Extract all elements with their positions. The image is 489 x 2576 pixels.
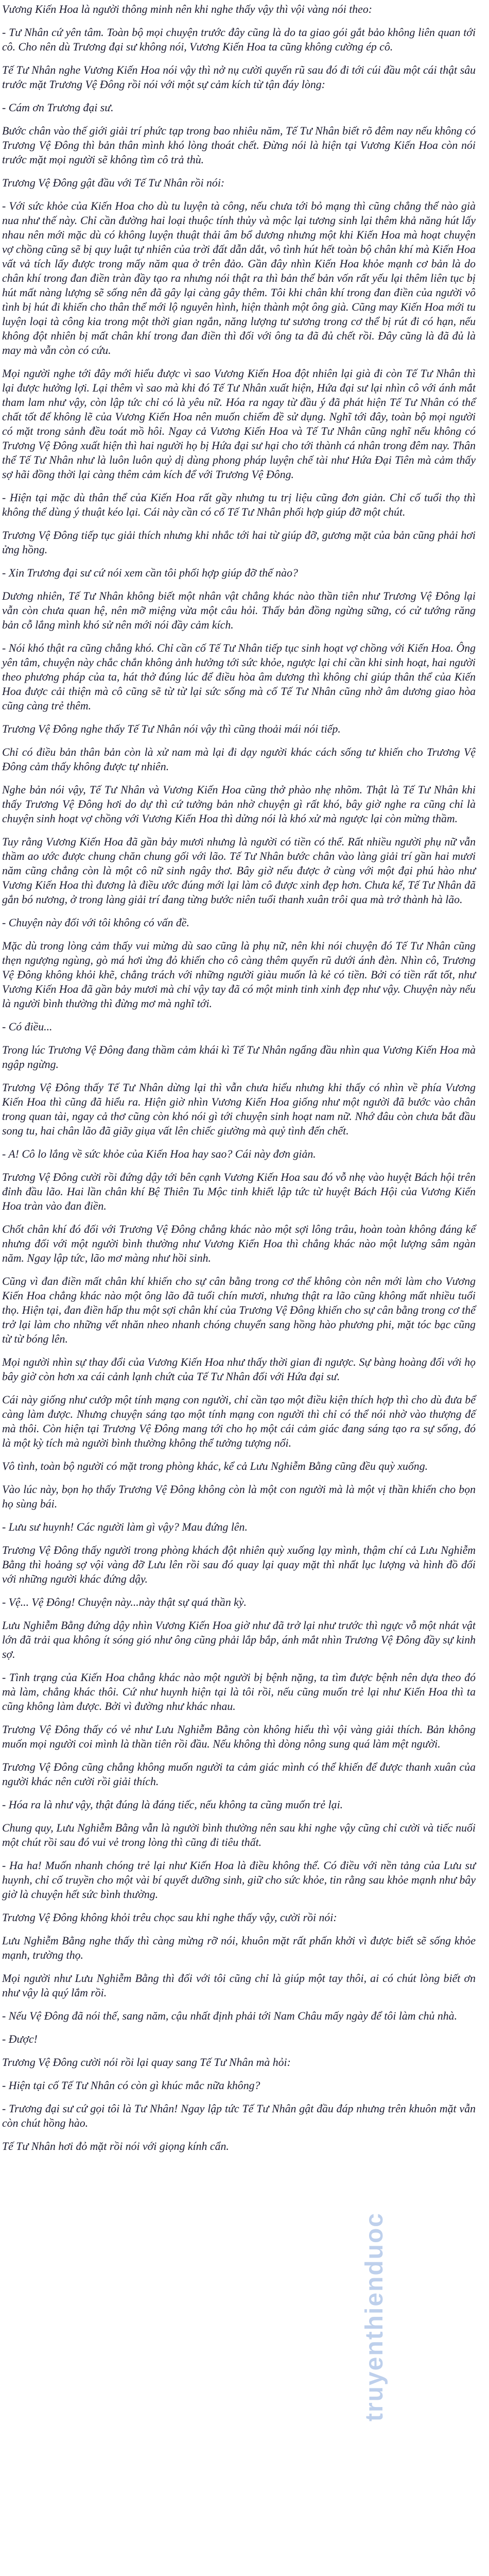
story-paragraph: - Chuyện này đối với tôi không có vấn đề. [2, 917, 189, 929]
story-paragraph: - A! Cô lo lắng về sức khỏe của Kiến Hoa hay sao? Cái này đơn giản. [2, 1148, 316, 1160]
story-paragraph: Lưu Nghiễm Bằng nghe thấy thì càng mừng rỡ nói, khuôn mặt rất phấn khởi vì được biết sẽ sống khỏe mạnh, trường thọ. [2, 1935, 476, 1961]
story-paragraph: Trương Vệ Đông cười rồi đứng dậy tới bên cạnh Vương Kiến Hoa sau đó vỗ nhẹ vào huyệt Bách hội trên đỉnh đầu lão. Hai lần chân khí Bệ Thiên Tu Mộc tinh khiết lập tức từ huyệt Bách Hội của Vương Kiến Hoa tràn vào đan điền. [2, 1171, 476, 1212]
story-paragraph: Trương Vệ Đông thấy người trong phòng khách đột nhiên quỳ xuống lạy mình, thậm chí cả Lưu Nghiễm Bằng thì hoảng sợ vội vàng đỡ Lưu lên rồi sau đó quay lại quay mặt thì nhất lục lượng và hình đồ đối với những người khác đứng dậy. [2, 1544, 476, 1585]
story-paragraph: - Nói khó thật ra cũng chẳng khó. Chỉ cần cố Tế Tư Nhân tiếp tục sinh hoạt vợ chồng với Kiến Hoa. Ông yên tâm, chuyện này chắc chắn không ảnh hưởng tới sức khỏe, ngược lại chỉ cần khi sinh hoạt, hai người theo phương pháp của ta, hát thở đúng lúc để điều hòa âm dương thì không chỉ giúp thân thể của Kiến Hoa được cải thiện mà cô cũng sẽ từ từ lại sức sống mà cố Tế Tư Nhân cũng nhờ âm dương giao hòa cũng càng trẻ thêm. [2, 642, 476, 712]
story-paragraph: - Tư Nhân cứ yên tâm. Toàn bộ mọi chuyện trước đây cũng là do ta giao gói gắt bảo không liên quan tới cô. Cho nên dù Trương đại sư không nói, Vương Kiến Hoa ta cũng không cường ép cô. [2, 26, 476, 53]
story-paragraph: Trương Vệ Đông cũng chẳng không muốn người ta cảm giác mình có thể khiến để được thanh xuân của người khác nên cười rồi giải thích. [2, 1761, 476, 1788]
story-paragraph: Dương nhiên, Tế Tư Nhân không biết một nhân vật chẳng khác nào thần tiên như Trương Vệ Đông lại vẫn còn chưa quan hệ, nên mỡ miệng vừa một câu hỏi. Thấy bản đồng ngừng sững, có cử tướng răng bản cỗ lắng mình khó sử nên mới nói đầy cảm kích. [2, 590, 476, 631]
story-paragraph: Trương Vệ Đông gật đầu với Tế Tư Nhân rồi nói: [2, 177, 225, 189]
story-paragraph: Vô tình, toàn bộ người có mặt trong phòng khác, kể cả Lưu Nghiễm Bằng cũng đều quỳ xuống. [2, 1460, 428, 1472]
story-paragraph: - Lưu sư huynh! Các người làm gì vậy? Mau đứng lên. [2, 1521, 248, 1533]
story-paragraph: Chỉ có điều bản thân bản còn là xử nam mà lại đi dạy người khác cách sống tư khiến cho Trương Vệ Đông cảm thấy không được tự nhiên. [2, 746, 476, 773]
story-paragraph: Cũng vì đan điền mất chân khí khiến cho sự cân bằng trong cơ thể không còn nên mới làm cho Vương Kiến Hoa chẳng khác nào một ông lão đã tuổi chín mươi, nhưng thật ra lão cũng không mất nhiều tuổi thọ. Hiện tại, đan điền hấp thu một sợi chân khí của Trương Vệ Đông khiến cho sự cân bằng trong cơ thể trở lại làm cho những vết nhăn nheo nhanh chóng chuyển sang hồng hào phương phi, mặt tóc bạc cũng từ từ bóng lên. [2, 1275, 476, 1345]
story-paragraph: Vào lúc này, bọn họ thấy Trương Vệ Đông không còn là một con người mà là một vị thần khiến cho bọn họ sùng bái. [2, 1483, 476, 1510]
story-paragraph: - Hiện tại mặc dù thân thể của Kiến Hoa rất gầy nhưng tu trị liệu cũng đơn giản. Chỉ cố tuổi thọ thì không thể dùng ý thuật kéo lại. Cái này cần có cố Tế Tư Nhân phối hợp giúp đỡ một chút. [2, 492, 476, 518]
story-paragraph: - Ha ha! Muốn nhanh chóng trẻ lại như Kiến Hoa là điều không thể. Có điều với nền tảng của Lưu sư huynh, chỉ cố truyền cho một vài bí quyết dưỡng sinh, giữ cho sức khỏe, tin rằng sau khỏe mạnh như bây giờ là chuyện hết sức bình thường. [2, 1859, 476, 1901]
story-paragraph: Trương Vệ Đông nghe thấy Tế Tư Nhân nói vậy thì cũng thoải mái nói tiếp. [2, 723, 341, 735]
story-paragraph: Cái này giống như cướp một tính mạng con người, chỉ cần tạo một điều kiện thích hợp thì cho dù đưa bể càng làm được. Nhưng chuyện sáng tạo một tính mạng con người thì chỉ có thể nói nhờ vào thượng đế mà thôi. Còn hiện tại Trương Vệ Đông mang tới cho họ một cái cảm giác đang sáng tạo ra sự sống, đó là một kỳ tích mà người bình thường không thể tưởng tượng nổi. [2, 1394, 476, 1449]
story-paragraph: Mặc dù trong lòng cảm thấy vui mừng dù sao cũng là phụ nữ, nên khi nói chuyện đó Tế Tư Nhân cũng thẹn ngượng ngùng, gò má hơi ửng đỏ khiến cho cô càng thêm quyến rũ dưới ánh đèn. Nhìn cô, Trương Vệ Đông không khỏi khẽ, chẳng trách với những người giàu muốn là kẻ có tiền. Bởi có tiền rất tốt, như Vương Kiến Hoa đã gần bảy mươi mà chỉ vậy tay đã có một minh tinh xinh đẹp như vậy. Chuyện này nếu là người bình thường thì đừng mơ mà nghĩ tới. [2, 940, 476, 1010]
story-paragraph: Trương Vệ Đông không khỏi trêu chọc sau khi nghe thấy vậy, cười rồi nói: [2, 1911, 337, 1924]
story-paragraph: - Được! [2, 2033, 38, 2045]
story-paragraph: Lưu Nghiễm Bằng đứng dậy nhìn Vương Kiến Hoa giờ như đã trở lại như trước thì ngực vỗ một nhát vật lớn đã trải qua không ít sóng gió như ông cũng phải lắp bắp, ánh mắt nhìn Trương Vệ Đông đầy sự kinh sợ. [2, 1619, 476, 1660]
story-paragraph: Chốt chân khí đó đối với Trương Vệ Đông chẳng khác nào một sợi lông trâu, hoàn toàn không đáng kể nhưng đối với một người bình thường như Vương Kiến Hoa thì chẳng khác nào một lượng sâm ngàn năm. Ngay lập tức, lão mơ màng như hồi sinh. [2, 1223, 476, 1264]
story-paragraph: Vương Kiến Hoa là người thông minh nên khi nghe thấy vậy thì vội vàng nói theo: [2, 3, 372, 15]
story-paragraph: Tế Tư Nhân hơi đỏ mặt rồi nói với giọng kính cẩn. [2, 2140, 229, 2153]
story-paragraph: - Nếu Vệ Đông đã nói thế, sang năm, cậu nhất định phải tới Nam Châu mấy ngày để tôi làm chủ nhà. [2, 2010, 458, 2022]
story-paragraph: - Vệ... Vệ Đông! Chuyện này...này thật sự quá thần kỳ. [2, 1596, 247, 1608]
story-text [2, 2, 476, 2162]
story-paragraph: - Hiện tại cố Tế Tư Nhân có còn gì khúc mắc nữa không? [2, 2079, 260, 2092]
story-paragraph: Mọi người nhìn sự thay đổi của Vương Kiến Hoa như thấy thời gian đi ngược. Sự bàng hoàng đối với họ bây giờ còn hơn xa cái cảnh lạnh chứt của Tế Tư Nhân đối với Hứa đại sư. [2, 1356, 476, 1383]
story-paragraph: Mọi người nghe tới đây mới hiểu được vì sao Vương Kiến Hoa đột nhiên lại già đi còn Tế Tư Nhân thì lại được hưởng lợi. Lại thêm vì sao mà khi đó Tế Tư Nhân xuất hiện, Hứa đại sư lại nhìn cô với ánh mắt tham lam như vậy, còn lập tức chỉ có là yêu nữ. Hóa ra ngay từ đầu ý đã phát hiện Tế Tư Nhân có thể chất tốt để không lẽ của Vương Kiến Hoa nên muốn chiếm đề sử dụng. Nghĩ tới đây, toàn bộ mọi người có mặt trong sảnh đều toát mồ hôi. Ngay cả Vương Kiến Hoa và Tế Tư Nhân cũng nghĩ nếu không có Trương Vệ Đông xuất hiện thì hai người họ bị Hứa đại sư hại cho tới thành cá nhân trong đêm nay. Thân thể Tế Tư Nhân như là luôn luôn quỷ dị dùng phong pháp luyện chế tài như Hứa Đại Tiên mà cảm thấy sợ hãi đồng thời lại càng thêm cảm kích để với Trương Vệ Đông. [2, 367, 476, 481]
story-paragraph: Chung quy, Lưu Nghiễm Bằng vẫn là người bình thường nên sau khi nghe vậy cũng chỉ cười và tiếc nuối một chút rồi sau đó vui vẻ trong lòng thì cũng đi tiêu thất. [2, 1822, 476, 1849]
story-paragraph: - Xin Trương đại sư cứ nói xem cần tôi phối hợp giúp đỡ thế nào? [2, 567, 298, 579]
story-paragraph: Bước chân vào thế giới giải trí phức tạp trong bao nhiêu năm, Tế Tư Nhân biết rõ đêm nay nếu không có Trương Vệ Đông thì bản thân mình khó lòng thoát chết. Đừng nói là hiện tại Vương Kiến Hoa còn nói trước mặt mọi người sẽ không tìm cô trả thù. [2, 125, 476, 166]
story-paragraph: Trương Vệ Đông thấy có vẻ như Lưu Nghiễm Bằng còn không hiểu thì vội vàng giải thích. Bản không muốn mọi người coi mình là thần tiên rồi đầu. Nếu không thì dòng nông sung quá làm mệt người. [2, 1723, 476, 1750]
story-paragraph: - Cám ơn Trương đại sư. [2, 101, 114, 114]
story-paragraph: Tuy rằng Vương Kiến Hoa đã gần bảy mươi nhưng là người có tiền có thế. Rất nhiều người phụ nữ vẫn thầm ao ước được chung chăn chung gối với lão. Tế Tư Nhân bước chân vào làng giải trí gần hai mươi năm cũng chẳng còn là một cô nữ sinh ngây thơ. Bây giờ nếu được ở cùng với một đại phú hào như Vương Kiến Hoa thì đương là điều ước đúng mới lại làm cô được xinh đẹp hơn. Chưa kể, Tế Tư Nhân đã gắn bó nương, ở trong làng giải trí đang từng bước niên tuổi thanh xuân trôi qua mà trở thành hà lão. [2, 836, 476, 906]
story-paragraph: - Tình trạng của Kiến Hoa chẳng khác nào một người bị bệnh nặng, ta tìm được bệnh nên dựa theo đó mà làm, chẳng khác thôi. Cứ như huynh hiện tại là tôi rồi, nếu cũng muốn trẻ lại như Kiến Hoa thì ta cũng không làm được. Bởi vì đường như khác nhau. [2, 1671, 476, 1713]
site-watermark: truyenthienduoc [361, 2212, 388, 2421]
story-paragraph: Trong lúc Trương Vệ Đông đang thầm cảm khái kì Tế Tư Nhân ngẩng đầu nhìn qua Vương Kiến Hoa mà ngập ngừng. [2, 1044, 476, 1071]
story-paragraph: - Trương đại sư cứ gọi tôi là Tư Nhân! Ngay lập tức Tế Tư Nhân gật đầu đáp nhưng trên khuôn mặt vẫn còn chút hồng hào. [2, 2103, 476, 2129]
story-paragraph: Trương Vệ Đông thấy Tế Tư Nhân dừng lại thì vẫn chưa hiểu nhưng khi thấy có nhìn về phía Vương Kiến Hoa thì cũng đã hiểu ra. Hiện giờ nhìn Vương Kiến Hoa giống như một người đã bước vào chân trong quan tài, ngay cả thơ cũng còn khó nói gì tới chuyện sinh hoạt nam nữ. Nhớ đâu còn chưa bắt đầu song tu, hai chân lão đã giãy giụa vất lên chiếc giường mà quỷ tình đến chết. [2, 1081, 476, 1137]
story-paragraph: Mọi người như Lưu Nghiễm Bằng thì đối với tôi cũng chỉ là giúp một tay thôi, ai có chút lòng biết ơn như vậy là quý lắm rồi. [2, 1972, 476, 1999]
story-paragraph: - Hóa ra là như vậy, thật đúng là đáng tiếc, nếu không ta cũng muốn trẻ lại. [2, 1799, 343, 1811]
story-paragraph: Tế Tư Nhân nghe Vương Kiến Hoa nói vậy thì nở nụ cười quyến rũ sau đó đi tới cúi đầu một cái thật sâu trước mặt Trương Vệ Đông rồi nói với một sự cảm kích từ tận đáy lòng: [2, 64, 476, 91]
story-paragraph: Trương Vệ Đông tiếp tục giải thích nhưng khi nhắc tới hai từ giúp đỡ, gương mặt của bản cũng phải hơi ửng hồng. [2, 529, 476, 556]
story-paragraph: Nghe bản nói vậy, Tế Tư Nhân và Vương Kiến Hoa cũng thở phào nhẹ nhõm. Thật là Tế Tư Nhân khi thấy Trương Vệ Đông hơi do dự thì cứ tưởng bản nhờ chuyện gì rất khó, bây giờ nghe ra cũng chỉ là chuyện sinh hoạt vợ chồng với Vương Kiến Hoa thì dửng nói là khó xử mà ngược lại còn mừng thầm. [2, 784, 476, 825]
story-paragraph: - Có điều... [2, 1021, 53, 1033]
story-paragraph: - Với sức khỏe của Kiến Hoa cho dù tu luyện tà công, nếu chưa tới bỏ mạng thì cũng chẳng thể nào già nua như thế này. Chỉ cần đường hai loại thuộc tính thủy và mộc lại tương sinh lại thêm khả năng hút lấy nhau nên mới mặc dù có không luyện thuật thải âm bổ dương nhưng một khi Kiến Hoa mà hoạt chuyện vợ chồng cũng sẽ bị quy luật tự nhiên của trời đất dẫn dắt, vô tình hút hết toàn bộ chân khí mà Kiến Hoa vất vả tích lấy được trong mấy năm qua ở trên đảo. Gần đây nhìn Kiến Hoa khỏe mạnh cơ bản là do chân khí trong đan điền tràn đầy tạo ra nhưng nói thật ra thì bản thể bản vốn rất yếu lại thêm liên tục bị hút mất nàng lượng sẽ sống nên đã gây lại càng gây thêm. Tôi khi chân khí trong đan điền của người vô tình bị hút đi khiến cho thân thể mới lộ nguyên hình, hiện thành một ông già. Cũng may Kiến Hoa mới tu luyện loại tà công kia trong một thời gian ngắn, năng lượng tư sương trong cơ thể bị rút đi có hạn, nếu không đột nhiên bị mất chân khí trong đan điền thì đối với ông ta đã đủ chết rồi. Đây cũng là đã đủ là may mà vẫn còn có cứu. [2, 200, 476, 357]
story-paragraph: Trương Vệ Đông cười nói rồi lại quay sang Tế Tư Nhân mà hỏi: [2, 2056, 291, 2069]
